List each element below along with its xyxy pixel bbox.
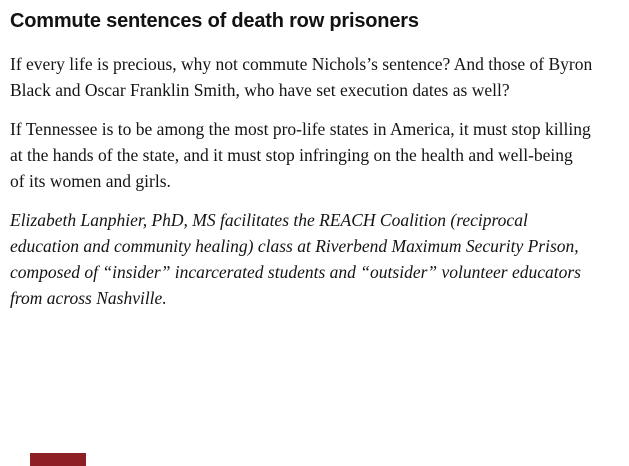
article-headline: Commute sentences of death row prisoners xyxy=(10,10,419,32)
paragraph-line: composed of “insider” incarcerated students and “outsider” volunteer educators xyxy=(10,262,581,282)
paragraph-line: If every life is precious, why not commute Nichols’s sentence? And those of Byron xyxy=(10,54,593,74)
paragraph-line: If Tennessee is to be among the most pro-life states in America, it must stop killing xyxy=(10,119,591,139)
paragraph-1 xyxy=(10,51,619,103)
partial-red-element xyxy=(30,453,86,466)
paragraph-line: of its women and girls. xyxy=(10,171,171,191)
paragraph-line: from across Nashville. xyxy=(10,288,167,308)
paragraph-line: at the hands of the state, and it must stop infringing on the health and well-being xyxy=(10,145,573,165)
paragraph-2 xyxy=(10,116,619,194)
paragraph-line: Elizabeth Lanphier, PhD, MS facilitates the REACH Coalition (reciprocal xyxy=(10,210,528,230)
paragraph-line: education and community healing) class at Riverbend Maximum Security Prison, xyxy=(10,236,579,256)
paragraph-line: Black and Oscar Franklin Smith, who have set execution dates as well? xyxy=(10,80,510,100)
author-bio-paragraph xyxy=(10,207,619,311)
